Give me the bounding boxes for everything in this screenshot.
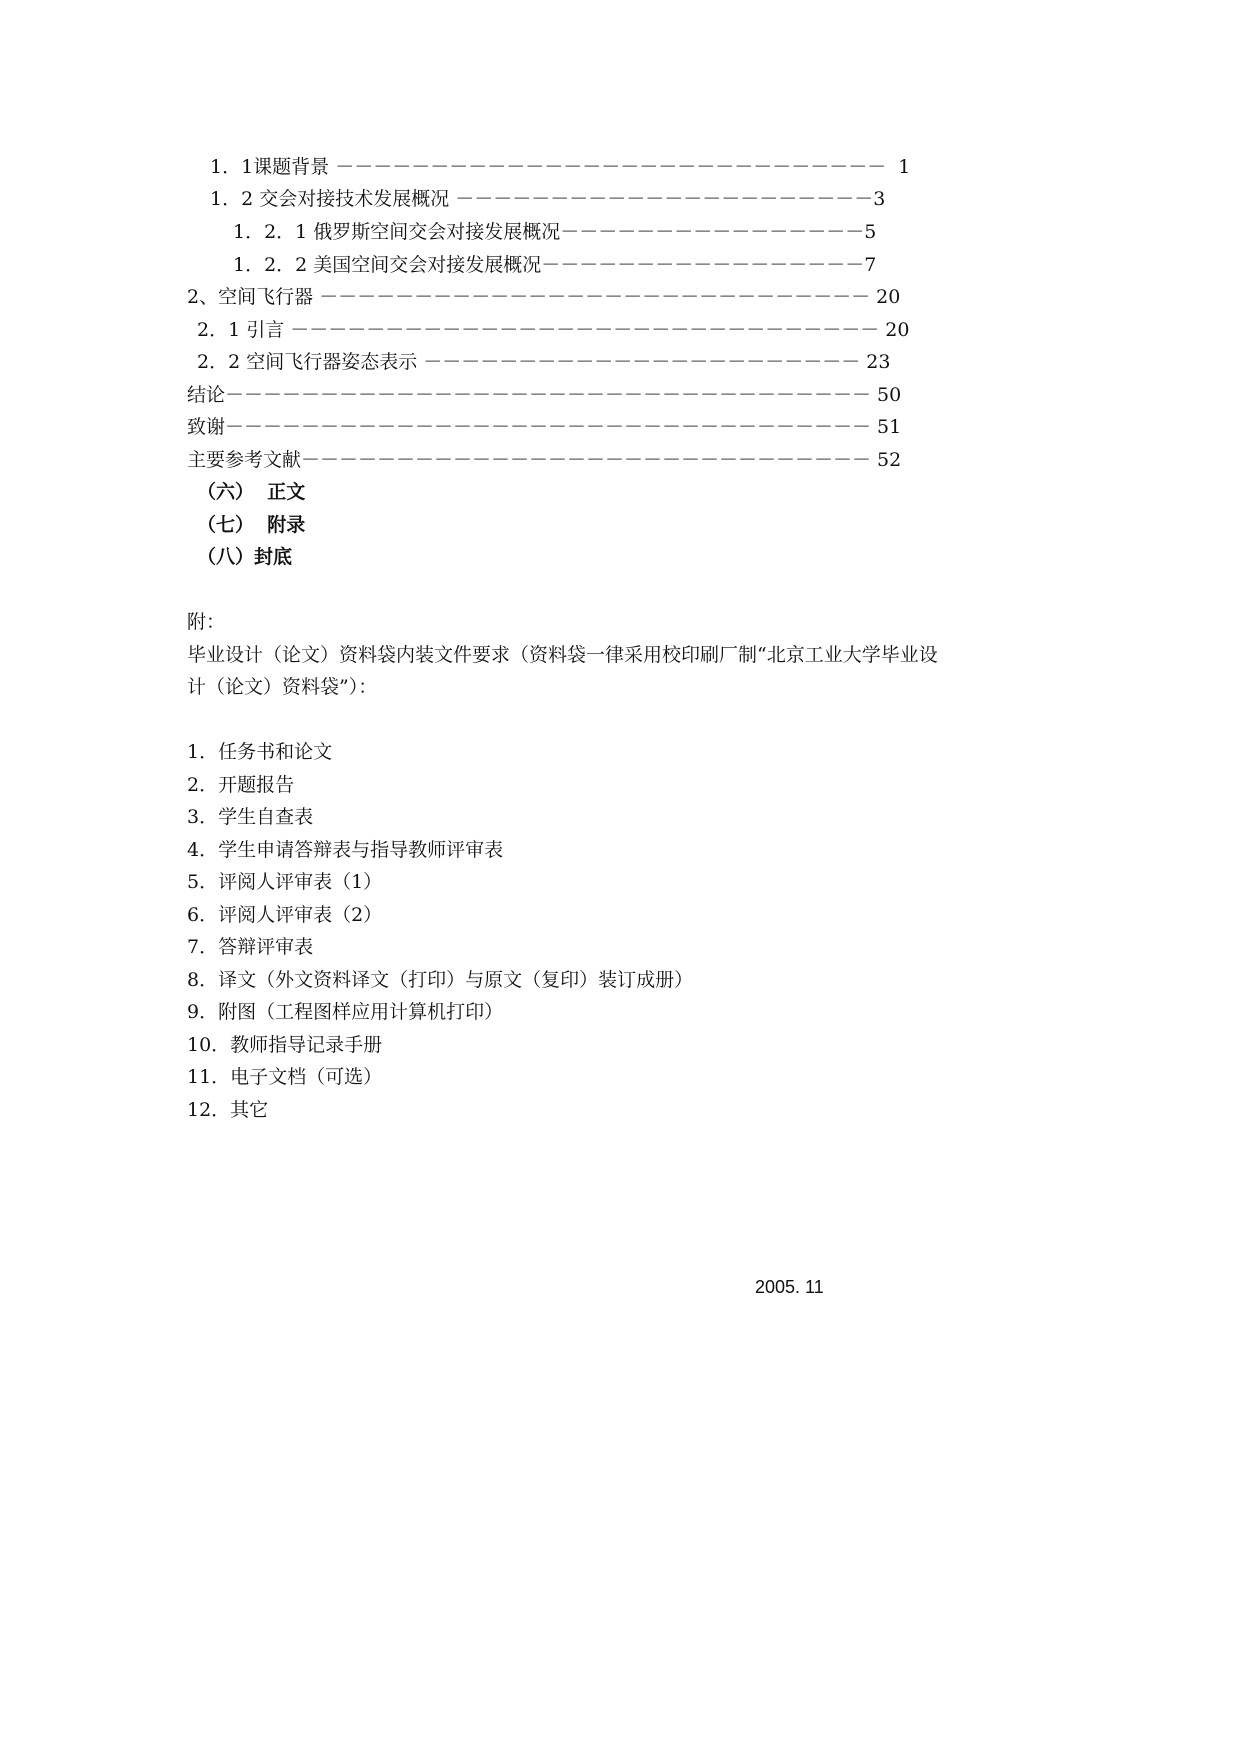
toc-entry-references: 主要参考文献－－－－－－－－－－－－－－－－－－－－－－－－－－－－－－ 52 [187, 449, 902, 471]
list-item: 4．学生申请答辩表与指导教师评审表 [187, 839, 504, 861]
attachment-heading: 附： [187, 611, 226, 633]
toc-entry-conclusion: 结论－－－－－－－－－－－－－－－－－－－－－－－－－－－－－－－－－－ 50 [187, 384, 902, 406]
list-item: 7．答辩评审表 [187, 936, 314, 958]
toc-entry-2: 2、空间飞行器 －－－－－－－－－－－－－－－－－－－－－－－－－－－－－ 20 [187, 286, 901, 308]
list-item: 1．任务书和论文 [187, 741, 333, 763]
toc-entry-acknowledgement: 致谢－－－－－－－－－－－－－－－－－－－－－－－－－－－－－－－－－－ 51 [187, 416, 902, 438]
attachment-description-line-2: 计（论文）资料袋”）： [187, 676, 378, 698]
toc-entry-1-2-1: 1．2．1 俄罗斯空间交会对接发展概况－－－－－－－－－－－－－－－－5 [233, 221, 877, 243]
list-item: 11．电子文档（可选） [187, 1066, 383, 1088]
list-item: 5．评阅人评审表（1） [187, 871, 383, 893]
list-item: 10．教师指导记录手册 [187, 1034, 383, 1056]
section-back-cover: （八）封底 [197, 546, 293, 568]
section-body: （六） 正文 [197, 481, 306, 503]
list-item: 3．学生自查表 [187, 806, 314, 828]
toc-entry-1-2-2: 1．2．2 美国空间交会对接发展概况－－－－－－－－－－－－－－－－－7 [233, 254, 877, 276]
list-item: 8．译文（外文资料译文（打印）与原文（复印）装订成册） [187, 969, 694, 991]
list-item: 9．附图（工程图样应用计算机打印） [187, 1001, 504, 1023]
toc-entry-2-1: 2．1 引言 －－－－－－－－－－－－－－－－－－－－－－－－－－－－－－－ 20 [197, 319, 910, 341]
list-item: 12．其它 [187, 1099, 269, 1121]
toc-entry-1-1: 1．1课题背景 －－－－－－－－－－－－－－－－－－－－－－－－－－－－－ 1 [210, 156, 911, 178]
attachment-description-line-1: 毕业设计（论文）资料袋内装文件要求（资料袋一律采用校印刷厂制“北京工业大学毕业设 [187, 644, 938, 666]
document-date: 2005. 11 [755, 1277, 824, 1297]
list-item: 6．评阅人评审表（2） [187, 904, 383, 926]
list-item: 2．开题报告 [187, 774, 295, 796]
toc-entry-1-2: 1．2 交会对接技术发展概况 －－－－－－－－－－－－－－－－－－－－－－3 [210, 188, 886, 210]
toc-entry-2-2: 2．2 空间飞行器姿态表示 －－－－－－－－－－－－－－－－－－－－－－－ 23 [197, 351, 891, 373]
section-appendix: （七） 附录 [197, 514, 306, 536]
